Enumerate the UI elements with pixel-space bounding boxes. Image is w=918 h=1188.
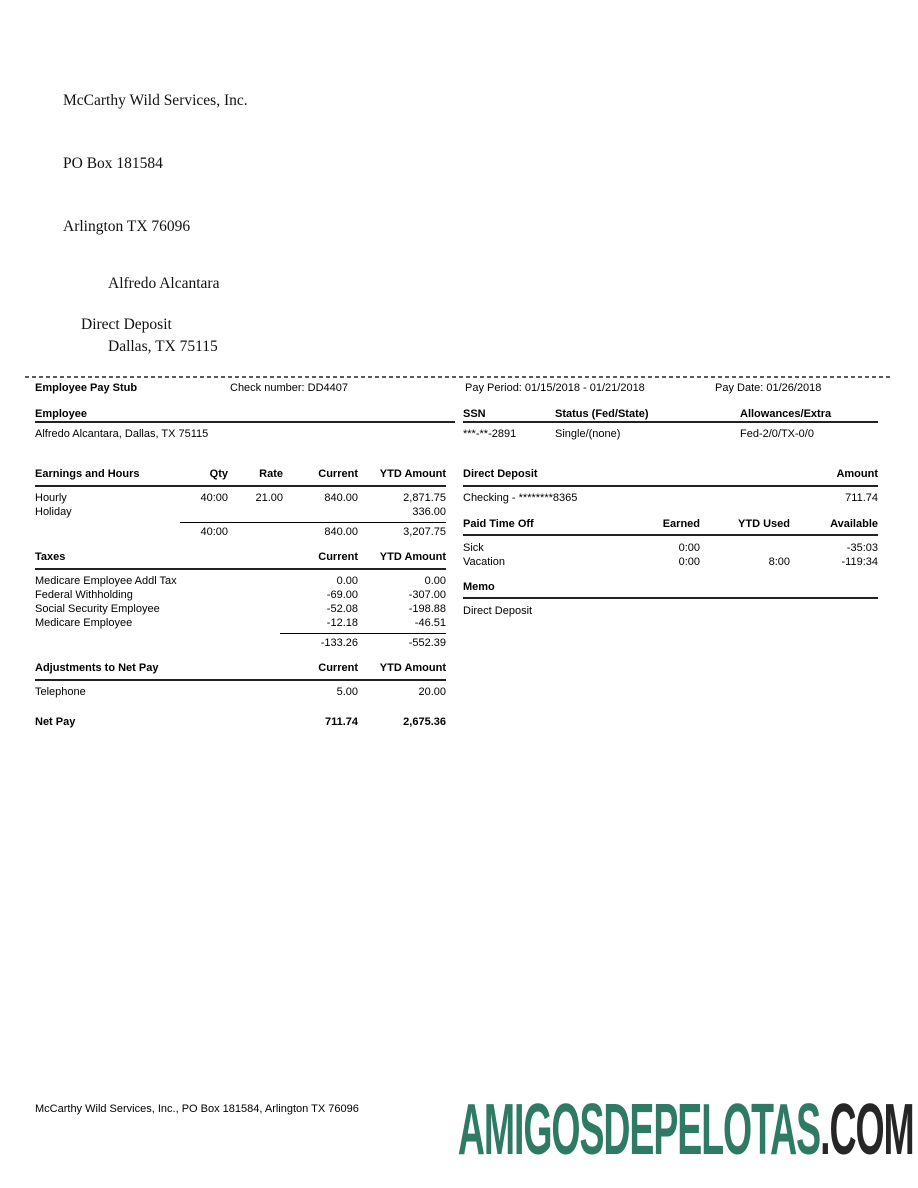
earnings-row-label: Holiday — [35, 506, 72, 518]
ssn-header: SSN — [463, 408, 486, 420]
stub-header-band — [25, 376, 893, 398]
employee-info-header-row — [35, 408, 455, 423]
earnings-total-row — [35, 523, 446, 539]
direct-deposit-account: Checking - ********8365 — [463, 492, 578, 504]
taxes-header: Taxes — [35, 551, 66, 563]
taxes-total-ytd: -552.39 — [408, 636, 446, 649]
table-row — [35, 505, 446, 519]
table-row — [35, 588, 446, 602]
check-number: Check number: DD4407 — [230, 382, 349, 394]
adjustment-row-current: 5.00 — [336, 686, 358, 698]
tax-row-label: Medicare Employee — [35, 617, 133, 629]
earnings-header-row — [35, 468, 446, 487]
earnings-total-ytd: 3,207.75 — [403, 525, 446, 538]
employee-info-right — [463, 408, 878, 442]
pto-header: Paid Time Off — [463, 517, 534, 530]
employee-value: Alfredo Alcantara, Dallas, TX 75115 — [35, 428, 209, 440]
tax-row-current: -12.18 — [326, 617, 358, 629]
watermark-main-text: AMIGOSDEPELOTAS — [458, 1090, 821, 1170]
tax-row-current: -69.00 — [326, 589, 358, 601]
tax-row-ytd: -46.51 — [414, 617, 446, 629]
status-header: Status (Fed/State) — [555, 408, 649, 420]
memo-header: Memo — [463, 581, 878, 599]
adjustments-header: Adjustments to Net Pay — [35, 662, 159, 674]
adjustment-row-ytd: 20.00 — [418, 686, 446, 698]
taxes-col-ytd: YTD Amount — [379, 551, 446, 563]
tax-row-label: Medicare Employee Addl Tax — [35, 575, 177, 587]
tax-row-label: Federal Withholding — [35, 589, 133, 601]
earnings-col-ytd: YTD Amount — [379, 468, 446, 480]
status-value: Single/(none) — [555, 428, 621, 440]
table-row — [35, 616, 446, 630]
employee-city-line: Dallas, TX 75115 — [108, 338, 218, 355]
stub-title: Employee Pay Stub — [35, 382, 138, 394]
allowances-value: Fed-2/0/TX-0/0 — [740, 428, 814, 440]
tax-row-current: -52.08 — [326, 603, 358, 615]
pto-col-ytd-used: YTD Used — [738, 517, 790, 530]
pto-row-label: Vacation — [463, 555, 505, 568]
adjustment-row-label: Telephone — [35, 686, 86, 698]
direct-deposit-header: Direct Deposit — [463, 468, 538, 480]
employee-name: Alfredo Alcantara — [108, 275, 220, 292]
tax-row-ytd: -198.88 — [408, 603, 446, 615]
pto-col-available: Available — [830, 517, 878, 530]
employee-header: Employee — [35, 408, 87, 420]
earnings-row-label: Hourly — [35, 492, 67, 504]
ssn-status-header-row — [463, 408, 878, 423]
employee-info-value-row — [35, 428, 455, 442]
left-column — [35, 468, 446, 728]
earnings-total-qty: 40:00 — [200, 525, 228, 538]
taxes-total-row — [35, 634, 446, 650]
adjustments-col-ytd: YTD Amount — [379, 662, 446, 674]
tax-row-label: Social Security Employee — [35, 603, 160, 615]
pto-row-available: -119:34 — [841, 555, 878, 568]
taxes-total-current: -133.26 — [320, 636, 358, 649]
table-row — [35, 491, 446, 505]
direct-deposit-amount: 711.74 — [845, 492, 878, 504]
ssn-value: ***-**-2891 — [463, 428, 517, 440]
pto-row-earned: 0:00 — [678, 555, 700, 568]
earnings-row-qty — [168, 506, 228, 519]
company-address-line1: PO Box 181584 — [63, 155, 163, 172]
pto-row-ytd-used — [700, 542, 790, 555]
earnings-row-ytd: 336.00 — [412, 506, 446, 518]
tax-row-current: 0.00 — [336, 575, 358, 587]
earnings-col-qty: Qty — [209, 468, 228, 480]
tax-row-ytd: -307.00 — [408, 589, 446, 601]
net-pay-row — [35, 716, 446, 729]
net-pay-current: 711.74 — [324, 715, 358, 728]
table-row — [35, 602, 446, 616]
footer-company-line: McCarthy Wild Services, Inc., PO Box 181584, Arlington TX 76096 — [35, 1103, 359, 1115]
net-pay-ytd: 2,675.36 — [403, 715, 446, 728]
watermark-suffix-text: .COM — [820, 1090, 914, 1170]
earnings-row-qty: 40:00 — [200, 492, 228, 504]
memo-value: Direct Deposit — [463, 605, 533, 617]
net-pay-label: Net Pay — [35, 715, 76, 728]
allowances-header: Allowances/Extra — [740, 408, 832, 420]
earnings-col-current: Current — [318, 468, 358, 480]
ssn-status-value-row — [463, 428, 878, 442]
pto-header-row — [463, 518, 878, 537]
direct-deposit-header-row — [463, 468, 878, 487]
earnings-col-rate: Rate — [259, 468, 283, 480]
table-row — [35, 685, 446, 699]
right-column — [463, 468, 878, 617]
table-row — [463, 554, 878, 568]
table-row — [463, 540, 878, 554]
pto-row-ytd-used: 8:00 — [768, 555, 790, 568]
delivery-method-label: Direct Deposit — [81, 316, 172, 333]
watermark-logo — [458, 1090, 914, 1170]
earnings-row-rate: 21.00 — [255, 492, 283, 504]
adjustments-header-row — [35, 662, 446, 681]
company-address-line2: Arlington TX 76096 — [63, 218, 191, 235]
direct-deposit-col-amount: Amount — [836, 468, 878, 480]
earnings-row-current: 840.00 — [324, 492, 358, 504]
taxes-col-current: Current — [318, 551, 358, 563]
direct-deposit-row — [463, 491, 878, 505]
earnings-row-rate — [228, 506, 283, 519]
pto-row-available: -35:03 — [846, 541, 878, 554]
earnings-header: Earnings and Hours — [35, 468, 140, 480]
earnings-row-current — [283, 506, 358, 519]
earnings-row-ytd: 2,871.75 — [403, 492, 446, 504]
taxes-header-row — [35, 551, 446, 570]
tax-row-ytd: 0.00 — [424, 575, 446, 587]
table-row — [35, 574, 446, 588]
pto-row-earned: 0:00 — [678, 541, 700, 554]
earnings-total-current: 840.00 — [324, 525, 358, 538]
company-name: McCarthy Wild Services, Inc. — [63, 92, 248, 109]
adjustments-col-current: Current — [318, 662, 358, 674]
employee-info-left — [35, 408, 455, 442]
pto-row-label: Sick — [463, 541, 484, 554]
earnings-total-rate — [228, 526, 283, 539]
pto-col-earned: Earned — [662, 517, 700, 530]
pay-period: Pay Period: 01/15/2018 - 01/21/2018 — [465, 382, 645, 394]
pay-date: Pay Date: 01/26/2018 — [715, 382, 822, 394]
